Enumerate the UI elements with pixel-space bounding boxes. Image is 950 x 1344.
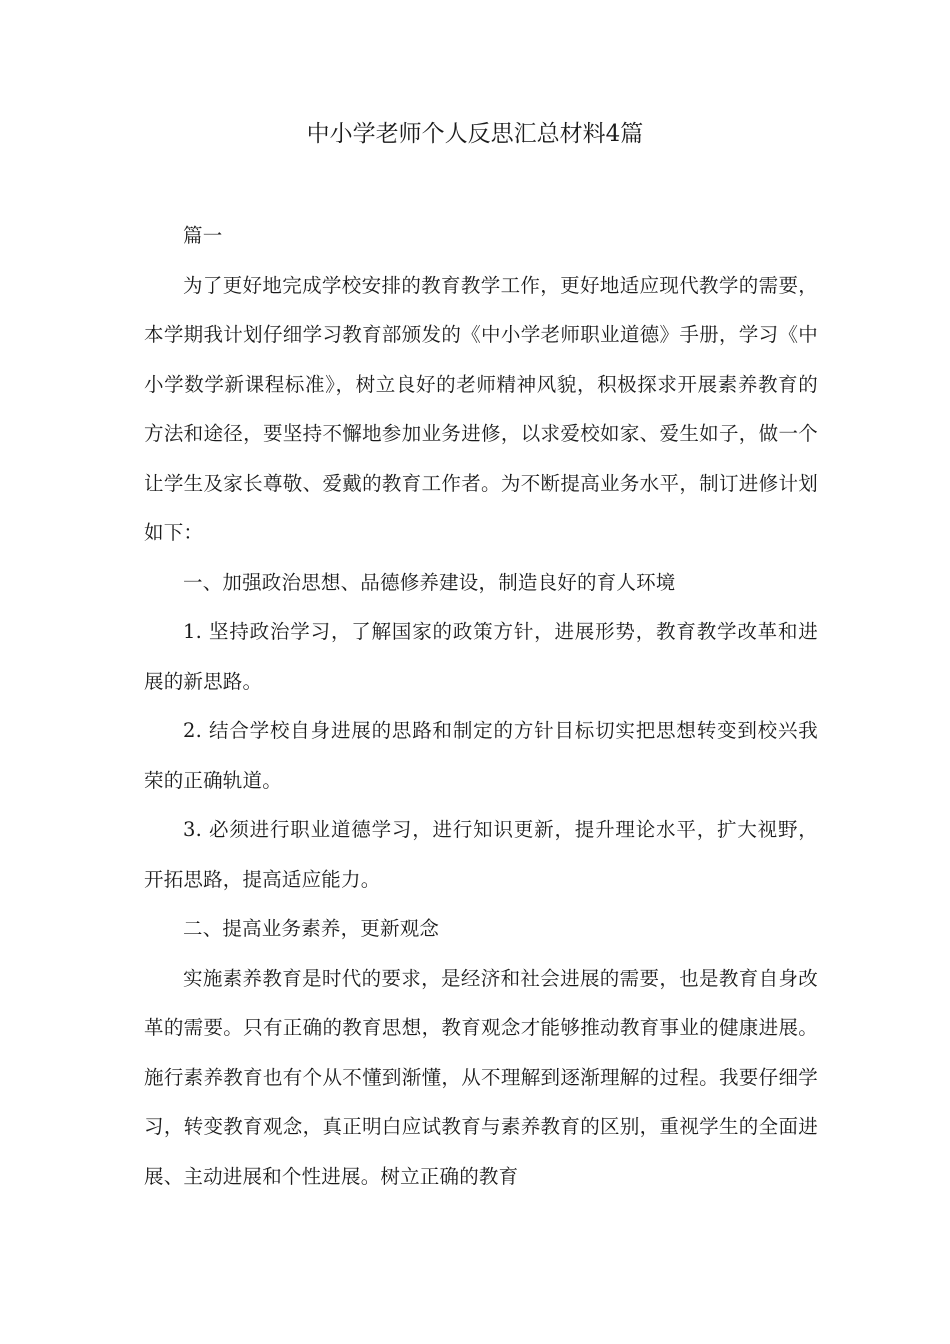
document-body	[144, 211, 818, 1201]
document-title: 中小学老师个人反思汇总材料4篇	[306, 121, 644, 147]
list-item-2: 2. 结合学校自身进展的思路和制定的方针目标切实把思想转变到校兴我荣的正确轨道。	[144, 719, 818, 792]
list-item-1: 1. 坚持政治学习，了解国家的政策方针，进展形势，教育教学改革和进展的新思路。	[144, 620, 818, 693]
section-heading-one: 一、加强政治思想、品德修养建设，制造良好的育人环境	[183, 570, 676, 594]
list-item-3: 3. 必须进行职业道德学习，进行知识更新，提升理论水平，扩大视野，开拓思路，提高适应能力。	[144, 818, 818, 891]
section-heading-part-one: 篇一	[183, 224, 223, 247]
body-paragraph: 实施素养教育是时代的要求，是经济和社会进展的需要，也是教育自身改革的需要。只有正确的教育思想，教育观念才能够推动教育事业的健康进展。施行素养教育也有个从不懂到渐懂，从不理解到逐渐理解的过程。我要仔细学习，转变教育观念，真正明白应试教育与素养教育的区别，重视学生的全面进展、主动进展和个性进展。树立正确的教育	[144, 966, 818, 1188]
section-heading-two: 二、提高业务素养，更新观念	[183, 917, 440, 940]
intro-paragraph: 为了更好地完成学校安排的教育教学工作，更好地适应现代教学的需要，本学期我计划仔细学习教育部颁发的《中小学老师职业道德》手册，学习《中小学数学新课程标准》，树立良好的老师精神风貌，积极探求开展素养教育的方法和途径，要坚持不懈地参加业务进修，以求爱校如家、爱生如子，做一个让学生及家长尊敬、爱戴的教育工作者。为不断提高业务水平，制订进修计划如下：	[144, 273, 818, 544]
